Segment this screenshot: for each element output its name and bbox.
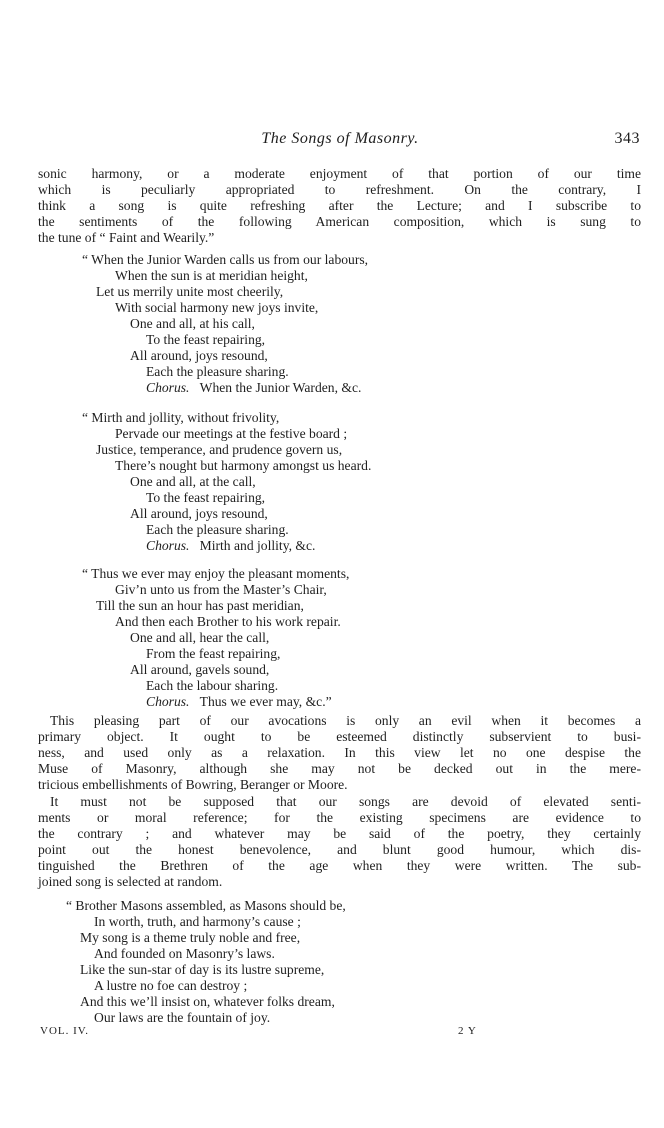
verse-line: One and all, at the call, xyxy=(130,474,256,489)
verse-line: Justice, temperance, and prudence govern us, xyxy=(96,442,343,457)
verse-line: Our laws are the fountain of joy. xyxy=(94,1010,271,1025)
verse-line: Each the pleasure sharing. xyxy=(146,364,289,379)
verse-line: Like the sun-star of day is its lustre supreme, xyxy=(80,962,325,977)
verse-line: “ Thus we ever may enjoy the pleasant moments, xyxy=(82,566,350,581)
verse-line: All around, gavels sound, xyxy=(130,662,270,677)
verse-line: “ Brother Masons assembled, as Masons should be, xyxy=(66,898,346,913)
verse-line: Let us merrily unite most cheerily, xyxy=(96,284,284,299)
verse-line: Pervade our meetings at the festive board ; xyxy=(115,426,348,441)
paragraph-line: primary object. It ought to be esteemed distinctly subservient to busi- xyxy=(38,729,641,744)
page-number: 343 xyxy=(614,130,640,147)
verse-line: When the sun is at meridian height, xyxy=(115,268,308,283)
paragraph-line: the contrary ; and whatever may be said of the poetry, they certainly xyxy=(38,826,641,841)
chorus-line xyxy=(146,538,315,555)
paragraph-line: point out the honest benevolence, and blunt good humour, which dis- xyxy=(38,842,641,857)
paragraph-line: ments or moral reference; for the existing specimens are evidence to xyxy=(38,810,641,825)
signature-mark: 2 Y xyxy=(458,1025,477,1037)
verse-line: And then each Brother to his work repair. xyxy=(115,614,341,629)
paragraph-line: tinguished the Brethren of the age when they were written. The sub- xyxy=(38,858,641,873)
verse-line: One and all, at his call, xyxy=(130,316,255,331)
verse-line: One and all, hear the call, xyxy=(130,630,270,645)
chorus-label: Chorus. xyxy=(146,380,190,395)
paragraph-line: Muse of Masonry, although she may not be decked out in the mere- xyxy=(38,761,641,776)
verse-line: To the feast repairing, xyxy=(146,490,266,505)
chorus-text: Mirth and jollity, &c. xyxy=(199,538,316,553)
verse-line: And founded on Masonry’s laws. xyxy=(94,946,275,961)
verse-line: And this we’ll insist on, whatever folks dream, xyxy=(80,994,335,1009)
intro-line: which is peculiarly appropriated to refreshment. On the contrary, I xyxy=(38,182,641,197)
verse-line: A lustre no foe can destroy ; xyxy=(94,978,248,993)
verse-line: Each the labour sharing. xyxy=(146,678,279,693)
verse-line: All around, joys resound, xyxy=(130,348,268,363)
verse-line: “ Mirth and jollity, without frivolity, xyxy=(82,410,280,425)
chorus-text: Thus we ever may, &c.” xyxy=(199,694,332,709)
verse-line: In worth, truth, and harmony’s cause ; xyxy=(94,914,301,929)
volume-label: VOL. IV. xyxy=(40,1025,90,1037)
running-title: The Songs of Masonry. xyxy=(261,130,419,147)
verse-line: Giv’n unto us from the Master’s Chair, xyxy=(115,582,327,597)
paragraph-line: joined song is selected at random. xyxy=(38,874,223,889)
chorus-label: Chorus. xyxy=(146,538,190,553)
paragraph-line: This pleasing part of our avocations is only an evil when it becomes a xyxy=(50,713,641,728)
paragraph-line: ness, and used only as a relaxation. In this view let no one despise the xyxy=(38,745,641,760)
verse-line: With social harmony new joys invite, xyxy=(115,300,319,315)
verse-line: There’s nought but harmony amongst us heard. xyxy=(115,458,372,473)
verse-line: “ When the Junior Warden calls us from our labours, xyxy=(82,252,369,267)
intro-line: think a song is quite refreshing after the Lecture; and I subscribe to xyxy=(38,198,641,213)
verse-line: From the feast repairing, xyxy=(146,646,281,661)
chorus-text: When the Junior Warden, &c. xyxy=(199,380,362,395)
verse-line: Till the sun an hour has past meridian, xyxy=(96,598,304,613)
intro-line: the tune of “ Faint and Wearily.” xyxy=(38,230,215,245)
paragraph-line: tricious embellishments of Bowring, Beranger or Moore. xyxy=(38,777,348,792)
chorus-line xyxy=(146,694,332,711)
page-footer xyxy=(40,1025,640,1041)
verse-line: My song is a theme truly noble and free, xyxy=(80,930,301,945)
chorus-line xyxy=(146,380,361,397)
verse-line: To the feast repairing, xyxy=(146,332,266,347)
chorus-label: Chorus. xyxy=(146,694,190,709)
paragraph-line: It must not be supposed that our songs are devoid of elevated senti- xyxy=(50,794,641,809)
intro-line: the sentiments of the following American composition, which is sung to xyxy=(38,214,641,229)
verse-line: Each the pleasure sharing. xyxy=(146,522,289,537)
verse-line: All around, joys resound, xyxy=(130,506,268,521)
running-header xyxy=(40,130,640,154)
intro-line: sonic harmony, or a moderate enjoyment of that portion of our time xyxy=(38,166,641,181)
